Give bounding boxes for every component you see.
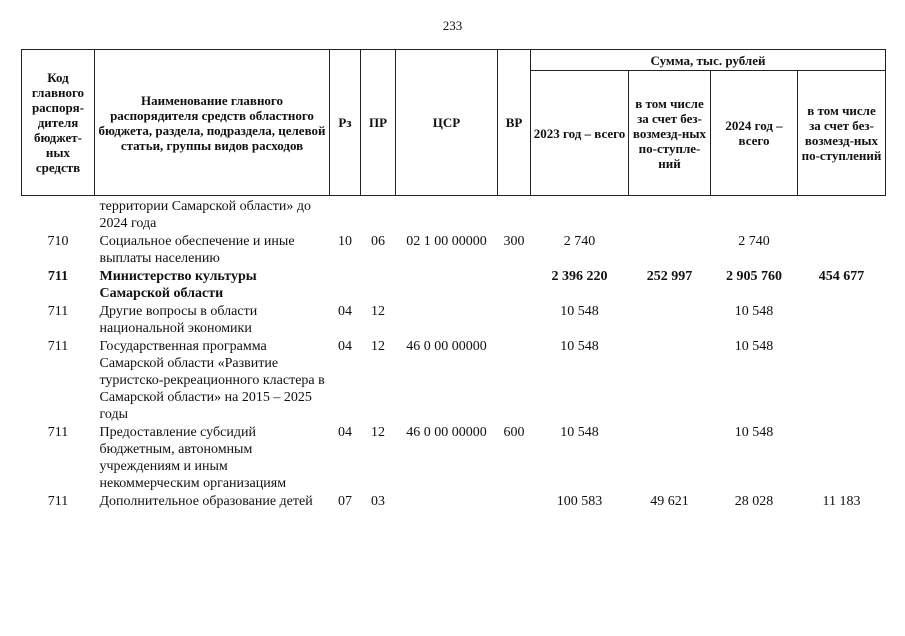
cell-2023-total: 100 583: [556, 494, 603, 509]
cell-rz: [330, 196, 361, 233]
cell-2024-total: [711, 196, 798, 233]
cell-name: территории Самарской области» до 2024 года: [99, 199, 311, 231]
table-row: [22, 337, 886, 423]
cell-2023-free: 49 621: [650, 494, 689, 509]
table-row: [22, 267, 886, 302]
cell-code: [22, 196, 95, 233]
cell-name: Государственная программа Самарской области «Развитие туристско-рекреационного кластера в Самарской области» на 2015 – 2025 годы: [99, 339, 325, 422]
table-row: [22, 232, 886, 267]
header-2023-free: в том числе за счет без-возмезд-ных по-ступле-ний: [629, 71, 711, 196]
cell-vr: 300: [503, 234, 525, 249]
header-rz: Рз: [330, 50, 361, 196]
table-row: [22, 196, 886, 233]
cell-2023-total: 10 548: [560, 425, 599, 440]
cell-csr: 46 0 00 00000: [406, 339, 487, 354]
budget-table: [21, 49, 886, 510]
cell-rz: 10: [338, 234, 352, 249]
cell-vr: 600: [503, 425, 525, 440]
cell-name: Социальное обеспечение и иные выплаты населению: [99, 234, 295, 266]
cell-pr: 03: [371, 494, 385, 509]
cell-csr: [396, 196, 498, 233]
cell-csr: 46 0 00 00000: [406, 425, 487, 440]
header-pr: ПР: [361, 50, 396, 196]
cell-2023-total: 2 396 220: [551, 269, 608, 284]
cell-pr: 12: [371, 425, 385, 440]
cell-2024-free: 454 677: [818, 269, 865, 284]
cell-name: Предоставление субсидий бюджетным, автономным учреждениям и иным некоммерческим организациям: [99, 425, 287, 491]
cell-rz: 04: [338, 304, 352, 319]
cell-name: Министерство культуры Самарской области: [99, 269, 257, 301]
cell-rz: 04: [338, 339, 352, 354]
cell-csr: [396, 267, 498, 302]
cell-2023-total: 10 548: [560, 339, 599, 354]
cell-2024-total: 2 905 760: [726, 269, 782, 284]
cell-2024-total: 28 028: [734, 494, 774, 509]
cell-vr: [498, 492, 531, 510]
cell-vr: [498, 267, 531, 302]
cell-code: 711: [47, 339, 69, 354]
cell-vr: [498, 337, 531, 423]
cell-2024-total: 10 548: [734, 339, 774, 354]
cell-2023-free: [629, 196, 711, 233]
cell-csr: [396, 492, 498, 510]
header-sum-group: Сумма, тыс. рублей: [531, 50, 886, 71]
cell-2024-total: 10 548: [734, 425, 774, 440]
cell-csr: [396, 302, 498, 337]
header-2024-free: в том числе за счет без-возмезд-ных по-ступлений: [798, 71, 886, 196]
header-2024-total: 2024 год – всего: [711, 71, 798, 196]
cell-name: Дополнительное образование детей: [99, 494, 313, 509]
cell-code: 711: [47, 269, 69, 284]
cell-pr: 12: [371, 339, 385, 354]
cell-code: 711: [47, 425, 69, 440]
cell-2024-total: 2 740: [738, 234, 770, 249]
cell-2023-free: [629, 423, 711, 492]
table-row: [22, 492, 886, 510]
header-vr: ВР: [498, 50, 531, 196]
cell-name: Другие вопросы в области национальной экономики: [99, 304, 258, 336]
cell-2024-total: 10 548: [734, 304, 774, 319]
cell-2024-free: [798, 232, 886, 267]
cell-2024-free: [798, 302, 886, 337]
cell-2024-free: [798, 423, 886, 492]
cell-2023-total: 2 740: [563, 234, 596, 249]
cell-rz: 04: [338, 425, 352, 440]
cell-code: 711: [47, 494, 69, 509]
cell-2023-free: [629, 302, 711, 337]
cell-2023-free: [629, 337, 711, 423]
cell-code: 711: [47, 304, 69, 319]
page-number: 233: [442, 18, 463, 33]
cell-2023-total: 10 548: [560, 304, 599, 319]
header-code: Код главного распоря-дителя бюджет-ных средств: [22, 50, 95, 196]
header-csr: ЦСР: [396, 50, 498, 196]
header-name: Наименование главного распорядителя средств областного бюджета, раздела, подраздела, целевой статьи, группы видов расходов: [95, 50, 330, 196]
cell-pr: 12: [371, 304, 385, 319]
cell-vr: [498, 302, 531, 337]
cell-2023-free: [629, 232, 711, 267]
cell-pr: [361, 267, 396, 302]
cell-2023-free: 252 997: [646, 269, 693, 284]
cell-2024-free: 11 183: [822, 494, 861, 509]
table-row: [22, 423, 886, 492]
cell-code: 710: [47, 234, 69, 249]
cell-csr: 02 1 00 00000: [406, 234, 487, 249]
table-row: [22, 302, 886, 337]
cell-rz: 07: [338, 494, 352, 509]
header-2023-total: 2023 год – всего: [531, 71, 629, 196]
cell-pr: [361, 196, 396, 233]
cell-2024-free: [798, 337, 886, 423]
cell-2024-free: [798, 196, 886, 233]
cell-2023-total: [531, 196, 629, 233]
cell-rz: [330, 267, 361, 302]
cell-vr: [498, 196, 531, 233]
cell-pr: 06: [371, 234, 385, 249]
